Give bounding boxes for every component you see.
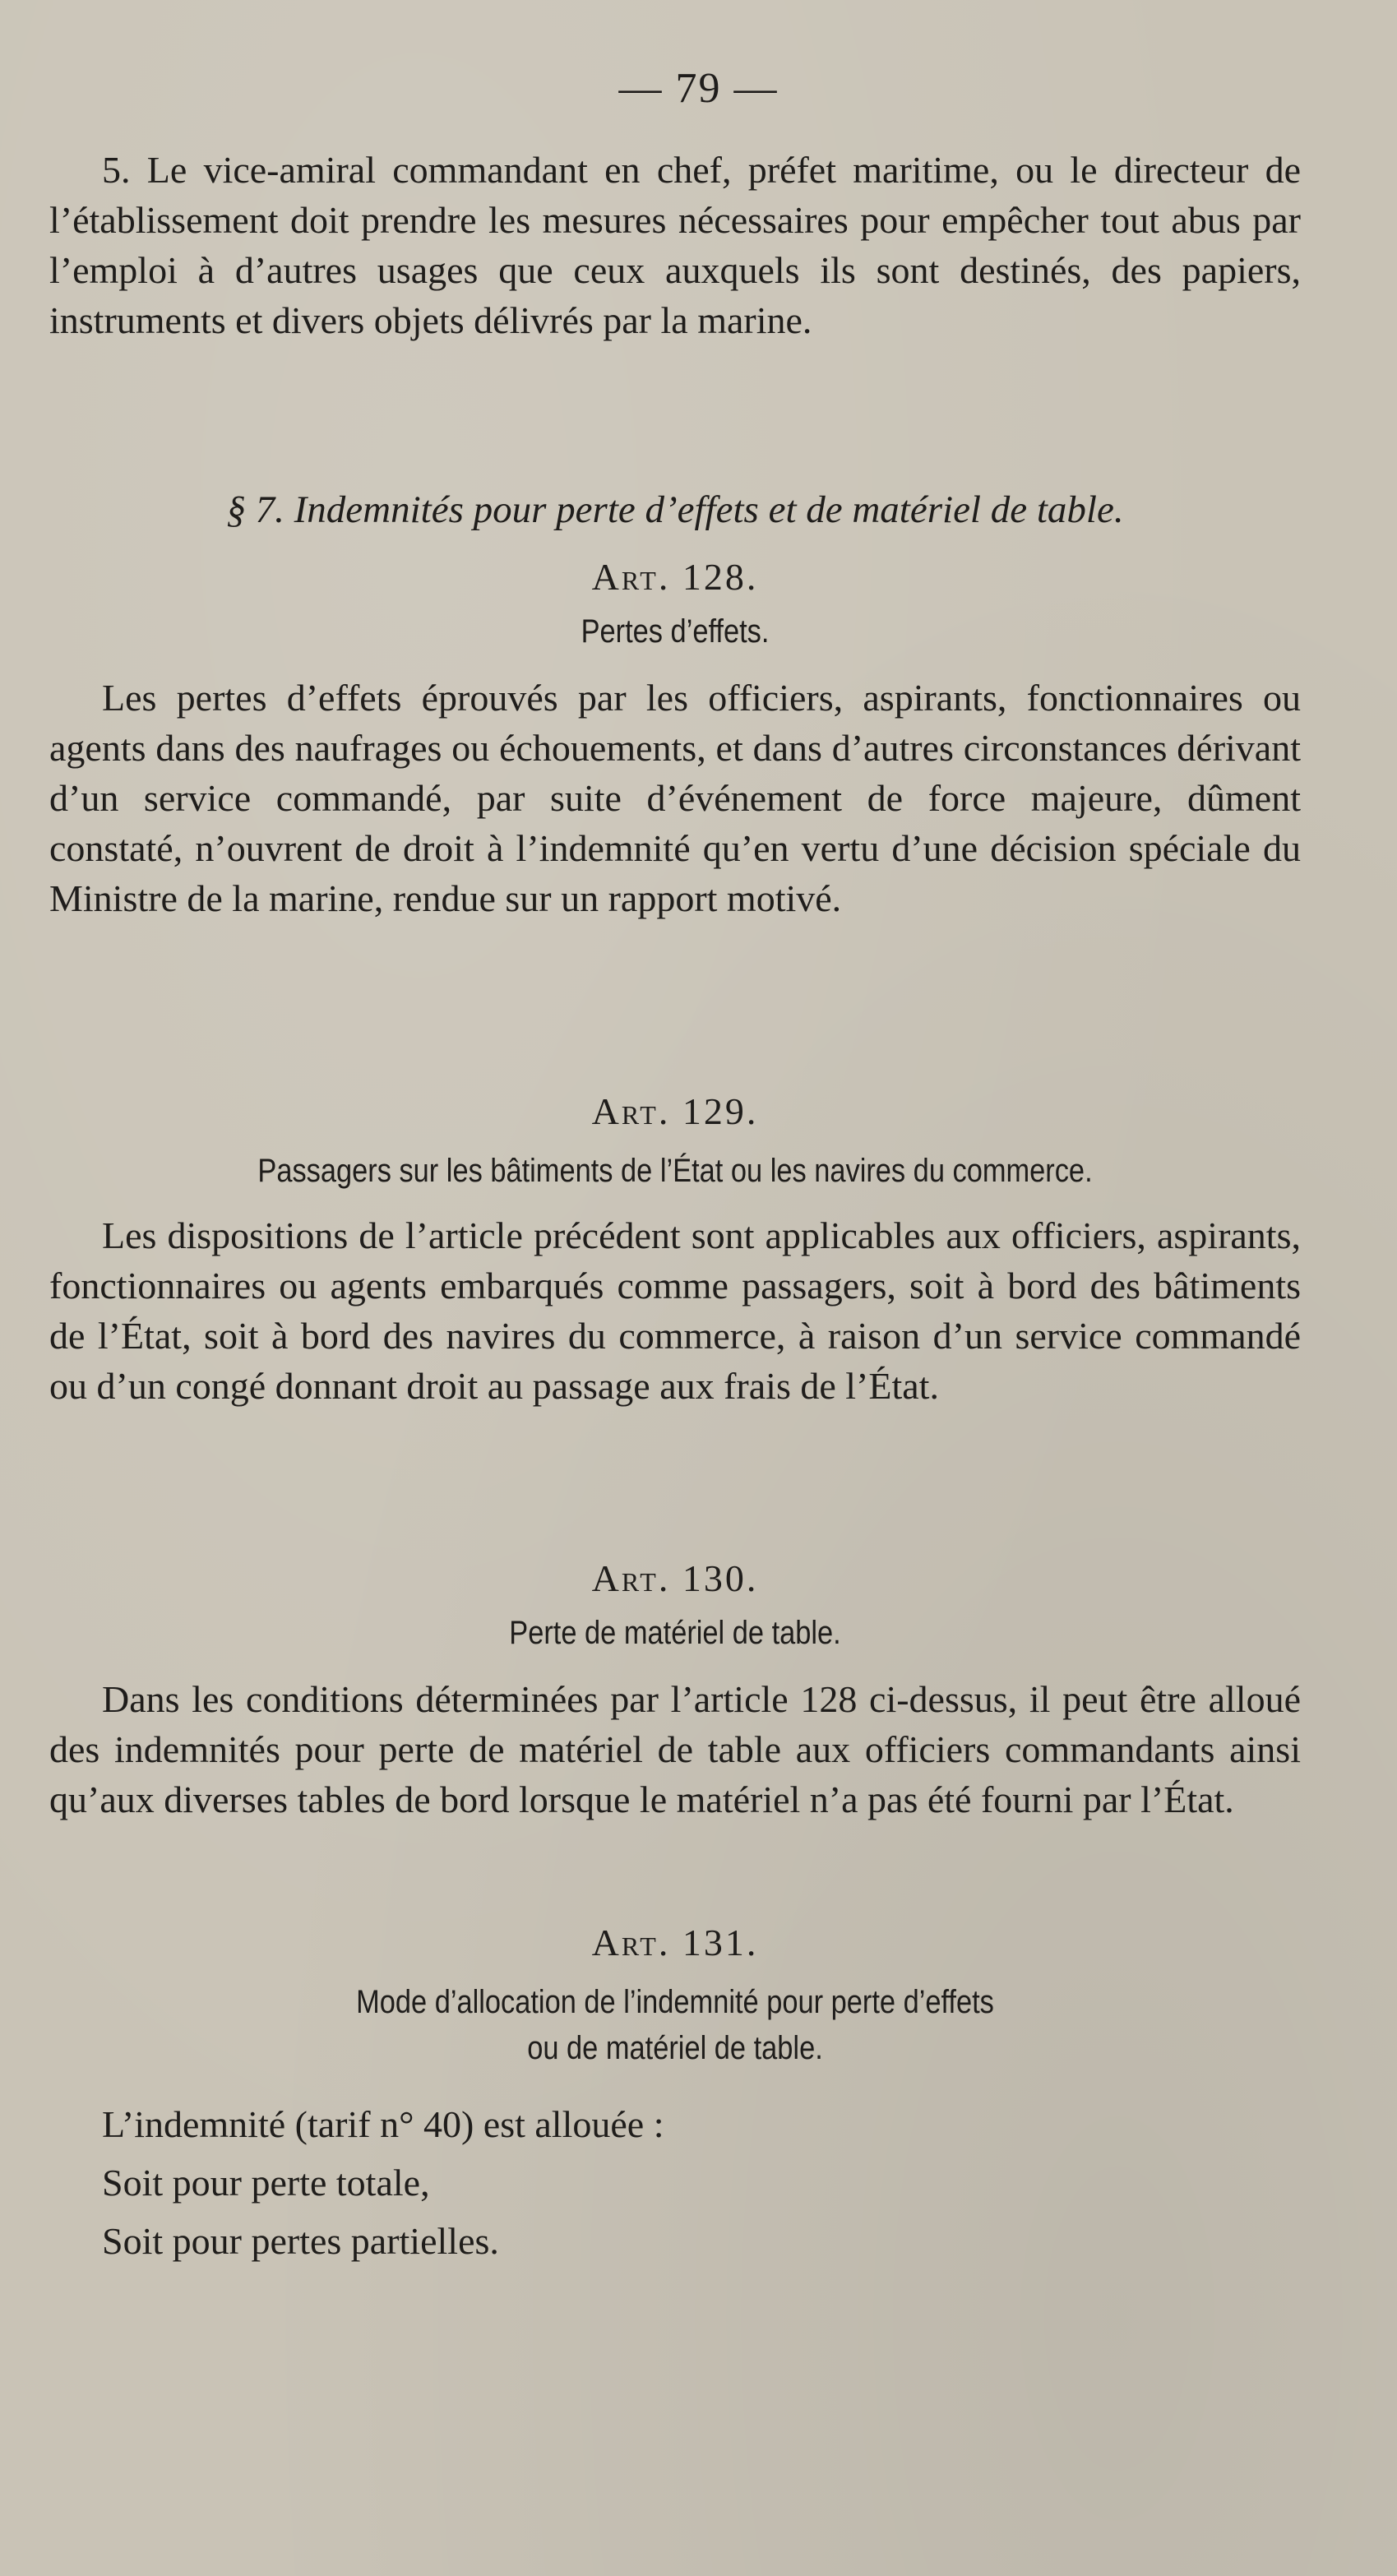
- intro-paragraph-block: [49, 145, 1301, 345]
- article-129: [49, 1087, 1301, 1411]
- article-heading: Art. 128.: [591, 556, 759, 598]
- article-heading: Art. 129.: [591, 1090, 759, 1132]
- allocation-line: Soit pour perte totale,: [102, 2162, 430, 2204]
- article-subtitle-line-2: ou de matériel de table.: [527, 2030, 823, 2066]
- article-subtitle: Pertes d’effets.: [581, 613, 770, 650]
- allocation-line: Soit pour pertes partielles.: [102, 2220, 499, 2262]
- article-body: Dans les conditions déterminées par l’article 128 ci-dessus, il peut être alloué des indemnités pour perte de matériel de table aux officiers commandants ainsi qu’aux diverses tables de bord lorsque le matériel n’a pas été fourni par l’État.: [49, 1678, 1301, 1820]
- article-128: [49, 553, 1301, 923]
- section-title: § 7. Indemnités pour perte d’effets et de matériel de table.: [226, 488, 1124, 531]
- page-number: — 79 —: [618, 65, 779, 112]
- section-heading-block: [49, 485, 1301, 534]
- article-heading: Art. 131.: [591, 1922, 759, 1963]
- article-subtitle: Passagers sur les bâtiments de l’État ou les navires du commerce.: [257, 1153, 1093, 1189]
- article-subtitle: Perte de matériel de table.: [509, 1615, 841, 1651]
- article-body: Les pertes d’effets éprouvés par les officiers, aspirants, fonctionnaires ou agents dans des naufrages ou échouements, et dans d’autres circonstances dérivant d’un service commandé, par suite d’événement de force majeure, dûment constaté, n’ouvrent de droit à l’indemnité qu’en vertu d’une décision spéciale du Ministre de la marine, rendue sur un rapport motivé.: [49, 677, 1301, 919]
- article-heading: Art. 130.: [591, 1557, 759, 1599]
- article-131: [49, 1918, 1301, 2266]
- intro-paragraph: 5. Le vice-amiral commandant en chef, préfet maritime, ou le directeur de l’établissement doit prendre les mesures nécessaires pour empêcher tout abus par l’emploi à d’autres usages que ceux auxquels ils sont destinés, des papiers, instruments et divers objets délivrés par la marine.: [49, 149, 1301, 341]
- allocation-line: L’indemnité (tarif n° 40) est allouée :: [102, 2103, 664, 2145]
- article-body: Les dispositions de l’article précédent sont applicables aux officiers, aspirants, fonctionnaires ou agents embarqués comme passagers, soit à bord des bâtiments de l’État, soit à bord des navires du commerce, à raison d’un service commandé ou d’un congé donnant droit au passage aux frais de l’État.: [49, 1214, 1301, 1407]
- article-subtitle-line-1: Mode d’allocation de l’indemnité pour perte d’effets: [356, 1984, 994, 2020]
- article-130: [49, 1554, 1301, 1824]
